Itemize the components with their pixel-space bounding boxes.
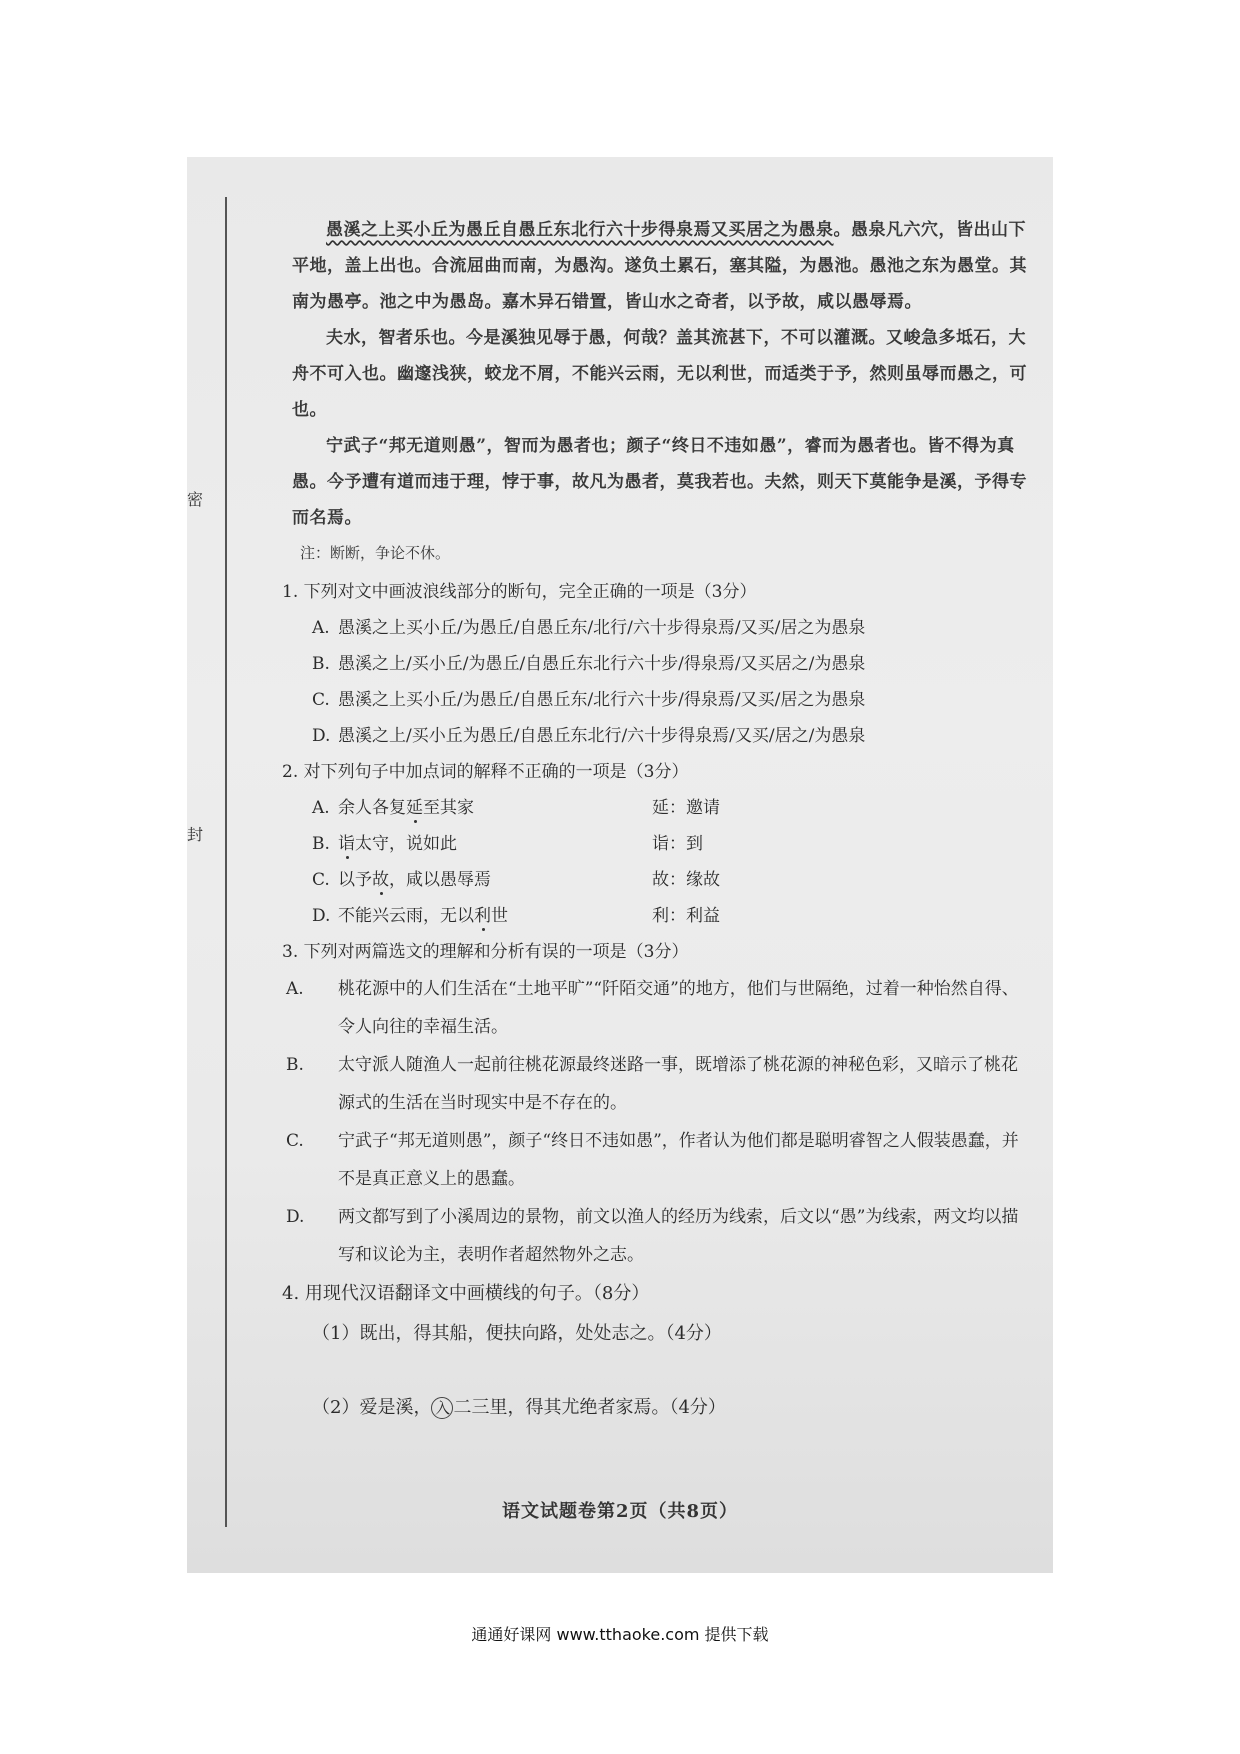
scanned-exam-page bbox=[187, 157, 1053, 1573]
option-text: 愚溪之上/买小丘/为愚丘/自愚丘东北行六十步/得泉焉/又买居之/为愚泉 bbox=[338, 654, 866, 674]
download-site-footer: 通通好课网 www.tthaoke.com 提供下载 bbox=[471, 1625, 769, 1644]
classical-passage bbox=[292, 212, 1032, 536]
page-number-footer: 语文试题卷第2页（共8页） bbox=[501, 1501, 739, 1522]
option-text-post: 世 bbox=[491, 906, 508, 926]
question-4-part-2 bbox=[282, 1388, 1032, 1428]
part-2-text-post: 二三里，得其尤绝者家焉。（4分） bbox=[453, 1397, 726, 1418]
question-2-option-d bbox=[282, 898, 1032, 934]
dotted-word: 诣 bbox=[338, 834, 355, 854]
question-1-option-c bbox=[282, 682, 1032, 718]
question-2-option-b bbox=[282, 826, 1032, 862]
circled-word: 入 bbox=[431, 1397, 453, 1419]
option-letter: D. bbox=[286, 1207, 305, 1227]
option-text: 愚溪之上买小丘/为愚丘/自愚丘东/北行/六十步得泉焉/又买/居之为愚泉 bbox=[338, 618, 866, 638]
question-4 bbox=[282, 1274, 1032, 1428]
passage-paragraph-3: 宁武子“邦无道则愚”，智而为愚者也；颜子“终日不违如愚”，睿而为愚者也。皆不得为真愚。今予遭有道而违于理，悖于事，故凡为愚者，莫我若也。夫然，则天下莫能争是溪，予得专而名焉。 bbox=[292, 436, 1027, 528]
question-1-option-d bbox=[282, 718, 1032, 754]
question-3-option-a bbox=[282, 970, 1032, 1046]
option-letter: C. bbox=[286, 1131, 304, 1151]
option-letter: A. bbox=[286, 979, 304, 999]
option-text: 宁武子“邦无道则愚”，颜子“终日不违如愚”，作者认为他们都是聪明睿智之人假装愚蠢，并不是真正意义上的愚蠢。 bbox=[338, 1131, 1019, 1189]
dotted-word: 故 bbox=[372, 870, 389, 890]
question-1 bbox=[282, 574, 1032, 754]
option-gloss: 诣：到 bbox=[652, 834, 703, 854]
option-gloss: 利：利益 bbox=[652, 906, 720, 926]
option-letter: A. bbox=[312, 798, 330, 818]
option-text: 两文都写到了小溪周边的景物，前文以渔人的经历为线索，后文以“愚”为线索，两文均以描写和议论为主，表明作者超然物外之志。 bbox=[338, 1207, 1019, 1265]
annotation-note: 注：断断，争论不休。 bbox=[300, 544, 451, 562]
option-text: 愚溪之上/买小丘为愚丘/自愚丘东北行/六十步得泉焉/又买/居之/为愚泉 bbox=[338, 726, 866, 746]
margin-mark-1: 密 bbox=[187, 490, 204, 509]
option-gloss: 故：缘故 bbox=[652, 870, 720, 890]
question-2-option-a bbox=[282, 790, 1032, 826]
question-3-option-c bbox=[282, 1122, 1032, 1198]
question-4-part-1: （1）既出，得其船，便扶向路，处处志之。（4分） bbox=[312, 1323, 722, 1344]
question-4-stem: 4. 用现代汉语翻译文中画横线的句子。（8分） bbox=[282, 1283, 650, 1304]
margin-mark-2: 封 bbox=[187, 825, 204, 844]
dotted-word: 利 bbox=[474, 906, 491, 926]
option-text-post: 太守，说如此 bbox=[355, 834, 457, 854]
option-letter: B. bbox=[286, 1055, 304, 1075]
binding-margin-line bbox=[225, 197, 227, 1527]
question-1-option-b bbox=[282, 646, 1032, 682]
option-letter: C. bbox=[312, 690, 330, 710]
exam-content bbox=[282, 212, 1032, 1428]
option-text-pre: 不能兴云雨，无以 bbox=[338, 906, 474, 926]
question-1-option-a bbox=[282, 610, 1032, 646]
option-text-post: 至其家 bbox=[423, 798, 474, 818]
option-text: 愚溪之上买小丘/为愚丘/自愚丘东/北行六十步/得泉焉/又买/居之为愚泉 bbox=[338, 690, 866, 710]
option-letter: B. bbox=[312, 834, 330, 854]
option-letter: D. bbox=[312, 906, 331, 926]
wavy-underlined-text: 愚溪之上买小丘为愚丘自愚丘东北行六十步得泉焉又买居之为愚泉 bbox=[326, 220, 834, 240]
option-text-post: ，咸以愚辱焉 bbox=[389, 870, 491, 890]
option-letter: B. bbox=[312, 654, 330, 674]
answer-space bbox=[282, 1354, 1032, 1388]
question-1-stem: 1. 下列对文中画波浪线部分的断句，完全正确的一项是（3分） bbox=[282, 582, 757, 602]
question-3-option-b bbox=[282, 1046, 1032, 1122]
option-gloss: 延：邀请 bbox=[652, 798, 720, 818]
passage-paragraph-2: 夫水，智者乐也。今是溪独见辱于愚，何哉？盖其流甚下，不可以灌溉。又峻急多坻石，大舟不可入也。幽邃浅狭，蛟龙不屑，不能兴云雨，无以利世，而适类于予，然则虽辱而愚之，可也。 bbox=[292, 328, 1027, 420]
question-3-stem: 3. 下列对两篇选文的理解和分析有误的一项是（3分） bbox=[282, 942, 689, 962]
part-2-text-pre: （2）爱是溪， bbox=[312, 1397, 432, 1418]
passage-paragraph-1 bbox=[292, 212, 1032, 320]
option-text-pre: 以予 bbox=[338, 870, 372, 890]
question-3-option-d bbox=[282, 1198, 1032, 1274]
dotted-word: 延 bbox=[406, 798, 423, 818]
option-text: 桃花源中的人们生活在“土地平旷”“阡陌交通”的地方，他们与世隔绝，过着一种怡然自得、令人向往的幸福生活。 bbox=[338, 979, 1019, 1037]
passage-paragraph-1-rest: 。愚泉凡六穴，皆出山下平地，盖上出也。合流屈曲而南，为愚沟。遂负土累石，塞其隘，为愚池。愚池之东为愚堂。其南为愚亭。池之中为愚岛。嘉木异石错置，皆山水之奇者，以予故，咸以愚辱焉。 bbox=[292, 220, 1027, 312]
question-2-stem: 2. 对下列句子中加点词的解释不正确的一项是（3分） bbox=[282, 762, 689, 782]
option-text: 太守派人随渔人一起前往桃花源最终迷路一事，既增添了桃花源的神秘色彩，又暗示了桃花源式的生活在当时现实中是不存在的。 bbox=[338, 1055, 1018, 1113]
question-2 bbox=[282, 754, 1032, 934]
option-letter: C. bbox=[312, 870, 330, 890]
question-2-option-c bbox=[282, 862, 1032, 898]
option-letter: D. bbox=[312, 726, 331, 746]
option-letter: A. bbox=[312, 618, 330, 638]
option-text-pre: 余人各复 bbox=[338, 798, 406, 818]
question-3 bbox=[282, 934, 1032, 1274]
